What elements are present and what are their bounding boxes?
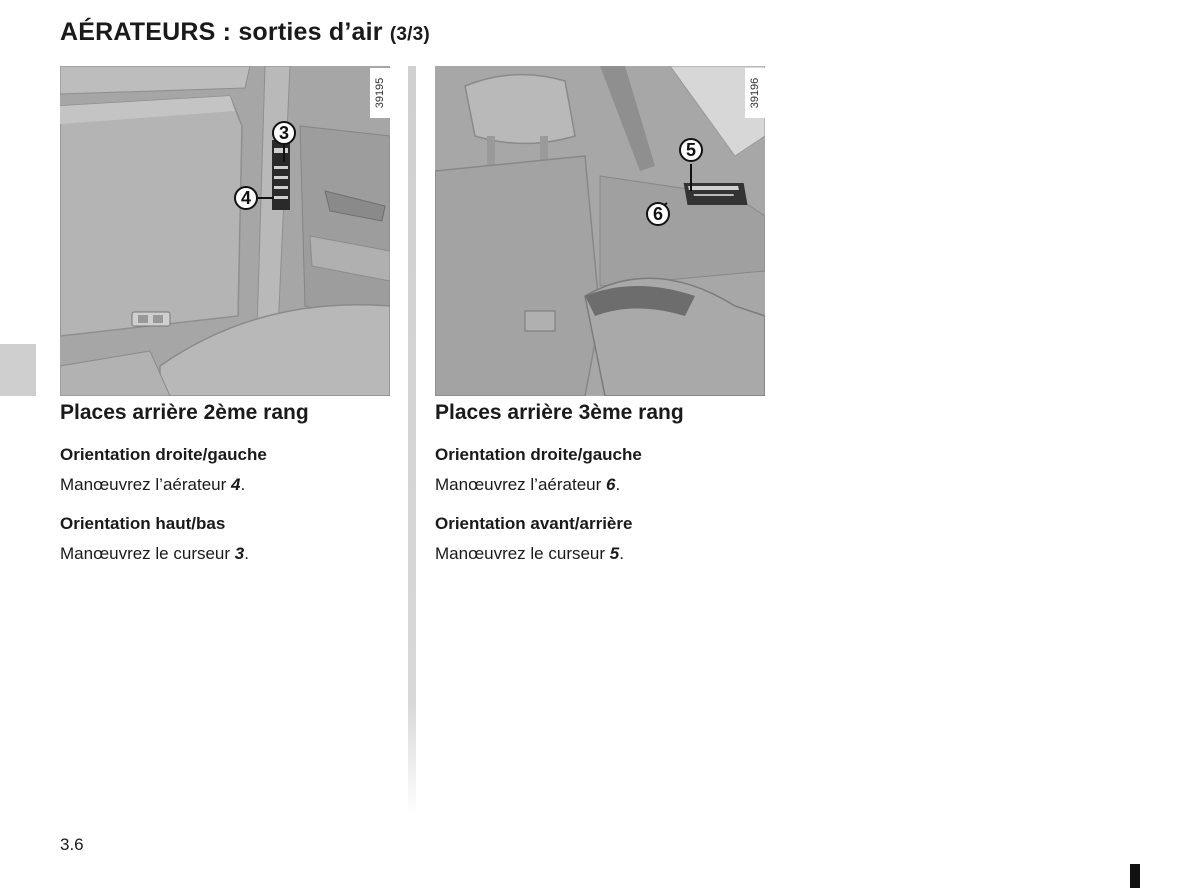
callout-5: 5 [679,138,703,162]
instruction-slider [60,544,249,564]
instruction-text: Manœuvrez le curseur [435,544,610,563]
instruction-text: Manœuvrez l’aérateur [435,475,607,494]
page-corner-mark [1130,864,1140,888]
instruction-end: . [619,544,624,563]
instruction-end: . [615,475,621,494]
instruction-end: . [240,475,246,494]
instruction-vent [435,475,620,495]
subheading-front-back: Orientation avant/arrière [435,514,633,533]
page-title-main: AÉRATEURS : sorties d’air [60,18,383,46]
figure-reference-label [745,68,765,118]
instruction-text: Manœuvrez l’aérateur [60,475,232,494]
illustration-3rd-row-seats [435,66,765,396]
callout-4: 4 [234,186,258,210]
figure-reference-number: 39195 [374,77,386,109]
instruction-ref: 5 [609,544,620,563]
section-title-2nd-row: Places arrière 2ème rang [60,401,309,424]
instruction-vent [60,475,245,495]
instruction-slider [435,544,624,564]
column-divider [408,66,416,816]
subheading-left-right: Orientation droite/gauche [60,445,267,464]
figure-reference-number: 39196 [749,77,761,109]
callout-3: 3 [272,121,296,145]
section-title-3rd-row: Places arrière 3ème rang [435,401,684,424]
instruction-ref: 3 [234,544,245,563]
figure-2nd-row-interior [60,66,390,396]
instruction-ref: 4 [231,475,241,494]
illustration-2nd-row-seats [60,66,390,396]
page-number: 3.6 [60,835,84,854]
callout-6: 6 [646,202,670,226]
subheading-up-down: Orientation haut/bas [60,514,226,533]
page-title [60,18,430,47]
figure-reference-label [370,68,390,118]
instruction-ref: 6 [606,475,616,494]
figure-3rd-row-interior [435,66,765,396]
instruction-end: . [244,544,249,563]
page-title-suffix: (3/3) [389,24,430,45]
chapter-tab-marker [0,344,36,396]
subheading-left-right: Orientation droite/gauche [435,445,642,464]
instruction-text: Manœuvrez le curseur [60,544,235,563]
